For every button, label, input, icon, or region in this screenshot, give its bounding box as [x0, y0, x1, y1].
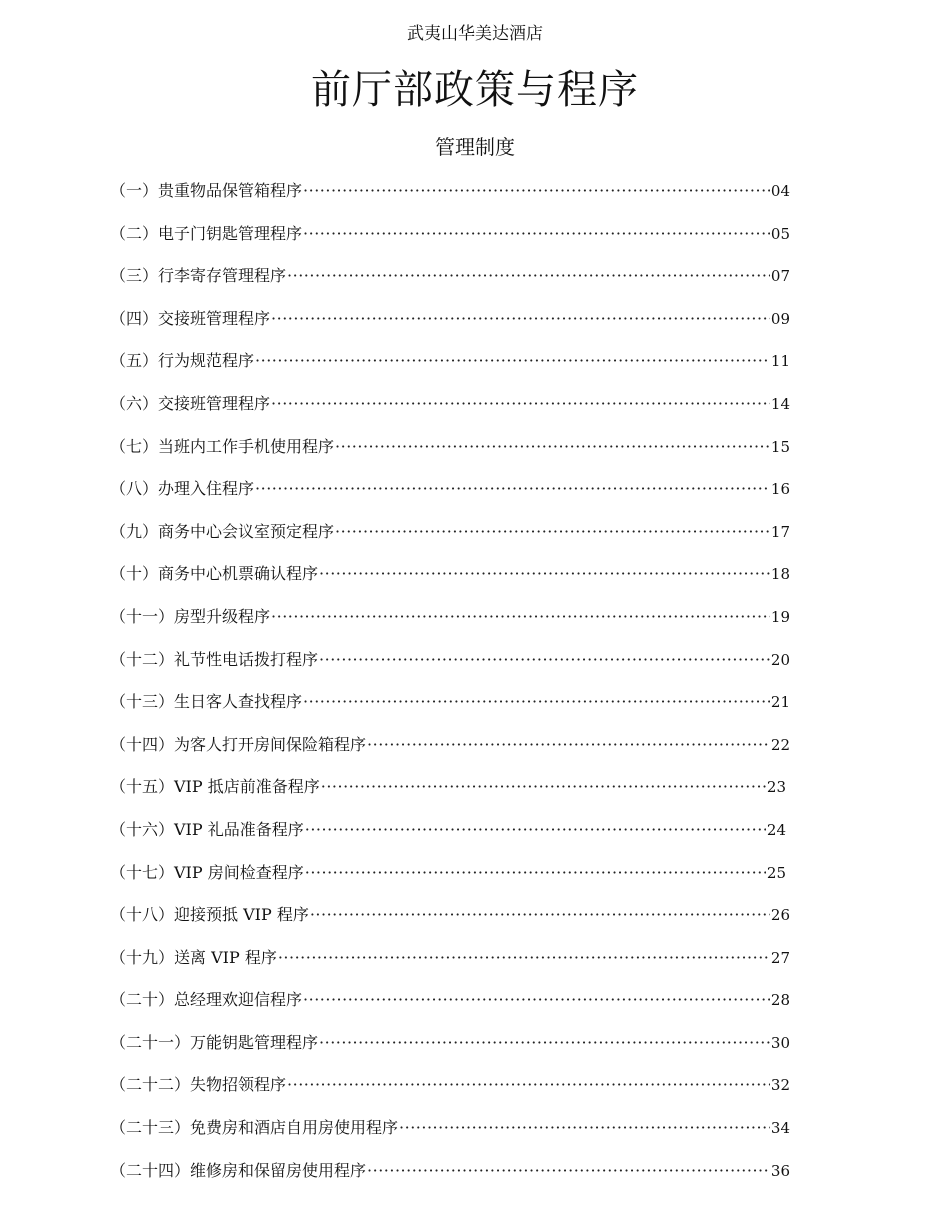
- toc-entry-page-number: 18: [770, 565, 790, 584]
- toc-entry[interactable]: [110, 221, 790, 264]
- toc-entry-page-number: 27: [770, 948, 790, 967]
- toc-entry-page-number: 19: [770, 607, 790, 626]
- toc-entry-page-number: 32: [770, 1076, 790, 1095]
- toc-entry-label: （十四）为客人打开房间保险箱程序: [110, 734, 367, 754]
- toc-leader-dots: [255, 348, 770, 374]
- toc-entry[interactable]: [110, 348, 790, 391]
- toc-leader-dots: [305, 817, 766, 843]
- toc-leader-dots: [303, 689, 770, 715]
- toc-entry-label: （四）交接班管理程序: [110, 308, 271, 328]
- toc-entry-label: （二十一）万能钥匙管理程序: [110, 1032, 319, 1052]
- toc-leader-dots: [271, 391, 770, 417]
- toc-entry-label: （二十二）失物招领程序: [110, 1075, 287, 1095]
- toc-entry-page-number: 25: [766, 863, 786, 882]
- toc-entry[interactable]: [110, 476, 790, 519]
- toc-entry-label: （一）贵重物品保管箱程序: [110, 181, 303, 200]
- toc-entry-label: （七）当班内工作手机使用程序: [110, 436, 335, 456]
- toc-entry[interactable]: [110, 561, 790, 604]
- page-title: 前厅部政策与程序: [311, 67, 639, 113]
- toc-entry-page-number: 23: [766, 778, 786, 797]
- toc-entry[interactable]: [110, 945, 790, 988]
- toc-entry-label: （二十三）免费房和酒店自用房使用程序: [110, 1118, 399, 1138]
- table-of-contents: [110, 178, 790, 1200]
- toc-entry-label: （五）行为规范程序: [110, 351, 255, 371]
- toc-entry-page-number: 30: [770, 1033, 790, 1052]
- toc-entry[interactable]: [110, 774, 786, 817]
- toc-entry-page-number: 36: [770, 1161, 790, 1180]
- toc-entry[interactable]: [110, 987, 790, 1030]
- toc-entry-label: （十）商务中心机票确认程序: [110, 564, 319, 584]
- toc-leader-dots: [287, 1072, 770, 1098]
- toc-entry[interactable]: [110, 391, 790, 434]
- toc-entry-page-number: 11: [770, 352, 790, 371]
- toc-entry-page-number: 20: [770, 650, 790, 669]
- toc-leader-dots: [303, 221, 770, 247]
- toc-entry-page-number: 17: [770, 522, 790, 541]
- toc-entry-label: （十五）VIP 抵店前准备程序: [110, 777, 320, 797]
- toc-entry-label: （二）电子门钥匙管理程序: [110, 223, 303, 243]
- toc-entry-label: （三）行李寄存管理程序: [110, 266, 287, 286]
- toc-entry-page-number: 26: [770, 906, 790, 925]
- toc-entry-page-number: 07: [770, 267, 790, 286]
- toc-entry-label: （二十）总经理欢迎信程序: [110, 990, 303, 1010]
- toc-leader-dots: [271, 306, 770, 332]
- toc-entry-label: （六）交接班管理程序: [110, 393, 271, 413]
- toc-entry-page-number: 05: [770, 224, 790, 243]
- toc-leader-dots: [255, 476, 770, 502]
- toc-leader-dots: [303, 987, 770, 1013]
- toc-entry[interactable]: [110, 1072, 790, 1115]
- toc-entry-page-number: 14: [770, 394, 790, 413]
- toc-entry-label: （十六）VIP 礼品准备程序: [110, 819, 304, 839]
- toc-entry-page-number: 28: [770, 991, 790, 1010]
- toc-leader-dots: [278, 945, 770, 971]
- toc-leader-dots: [287, 263, 770, 289]
- toc-entry-label: （十九）送离 VIP 程序: [110, 947, 277, 967]
- toc-leader-dots: [335, 434, 770, 460]
- toc-entry[interactable]: [110, 1030, 790, 1073]
- toc-entry-label: （十一）房型升级程序: [110, 606, 271, 626]
- toc-entry-page-number: 34: [770, 1119, 790, 1138]
- toc-entry[interactable]: [110, 860, 786, 903]
- toc-entry[interactable]: [110, 434, 790, 477]
- toc-leader-dots: [319, 1030, 770, 1056]
- toc-entry-label: （十二）礼节性电话拨打程序: [110, 649, 319, 669]
- toc-entry[interactable]: [110, 263, 790, 306]
- toc-leader-dots: [319, 647, 770, 673]
- toc-entry-label: （十八）迎接预抵 VIP 程序: [110, 905, 309, 925]
- toc-entry-page-number: 15: [770, 437, 790, 456]
- page-subtitle: 管理制度: [435, 135, 515, 159]
- toc-leader-dots: [303, 178, 770, 204]
- toc-entry-page-number: 24: [766, 820, 786, 839]
- toc-entry-page-number: 09: [770, 309, 790, 328]
- toc-leader-dots: [399, 1115, 770, 1141]
- toc-entry-page-number: 22: [770, 735, 790, 754]
- toc-leader-dots: [271, 604, 770, 630]
- toc-entry[interactable]: [110, 604, 790, 647]
- toc-leader-dots: [367, 1158, 770, 1184]
- toc-entry[interactable]: [110, 732, 790, 775]
- toc-entry[interactable]: [110, 647, 790, 690]
- toc-leader-dots: [310, 902, 770, 928]
- toc-entry[interactable]: [110, 817, 786, 860]
- toc-entry[interactable]: [110, 1158, 790, 1201]
- toc-entry[interactable]: [110, 178, 790, 221]
- toc-entry[interactable]: [110, 1115, 790, 1158]
- toc-leader-dots: [319, 561, 770, 587]
- toc-entry[interactable]: [110, 519, 790, 562]
- toc-entry-label: （八）办理入住程序: [110, 479, 255, 499]
- toc-entry-label: （十三）生日客人查找程序: [110, 692, 303, 712]
- toc-entry-page-number: 21: [770, 693, 790, 712]
- toc-leader-dots: [305, 860, 766, 886]
- hotel-name: 武夷山华美达酒店: [407, 24, 543, 44]
- toc-entry-label: （十七）VIP 房间检查程序: [110, 862, 304, 882]
- toc-entry[interactable]: [110, 689, 790, 732]
- toc-entry[interactable]: [110, 306, 790, 349]
- toc-entry-label: （二十四）维修房和保留房使用程序: [110, 1160, 367, 1180]
- toc-entry-page-number: 16: [770, 480, 790, 499]
- toc-leader-dots: [321, 774, 766, 800]
- toc-entry[interactable]: [110, 902, 790, 945]
- toc-entry-page-number: 04: [770, 182, 790, 200]
- toc-entry-label: （九）商务中心会议室预定程序: [110, 521, 335, 541]
- toc-leader-dots: [335, 519, 770, 545]
- toc-leader-dots: [367, 732, 770, 758]
